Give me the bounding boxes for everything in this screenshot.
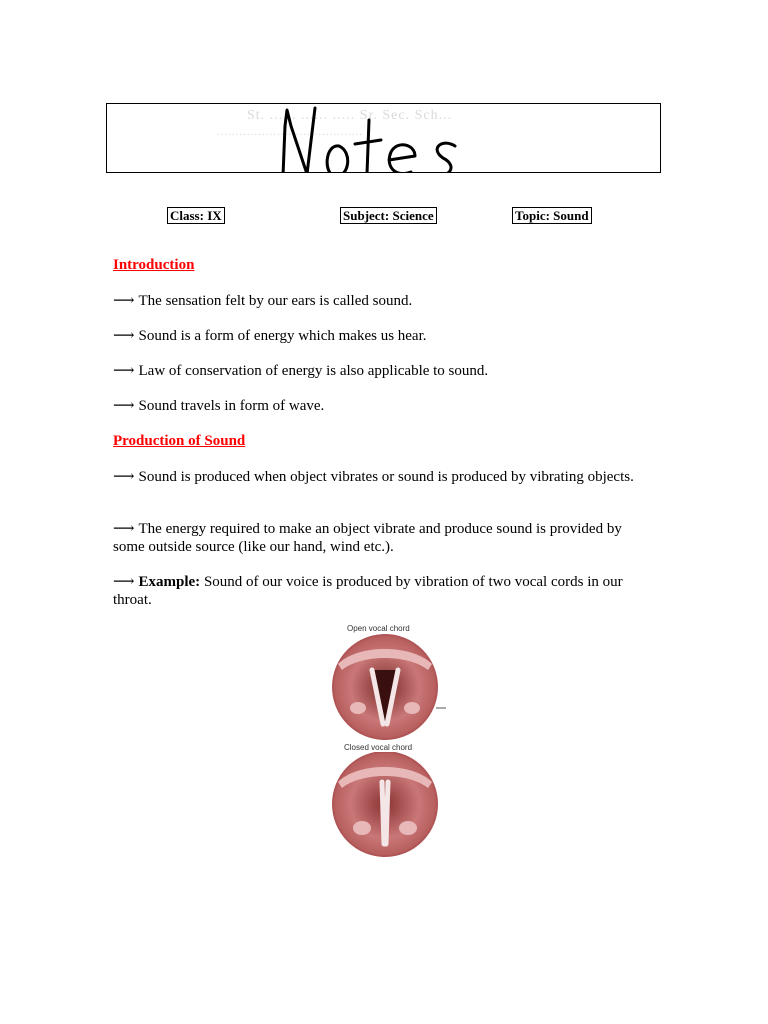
arrow-icon: ⟶ xyxy=(113,328,135,344)
production-example xyxy=(113,573,643,609)
example-text: Sound of our voice is produced by vibration of two vocal cords in our throat. xyxy=(113,574,623,608)
production-point-1: ⟶ Sound is produced when object vibrates or sound is produced by vibrating objects. xyxy=(113,469,634,485)
subject-label: Subject: Science xyxy=(340,207,437,224)
arrow-icon: ⟶ xyxy=(113,398,135,414)
introduction-heading: Introduction xyxy=(113,257,195,273)
open-vocal-chord-image xyxy=(328,634,448,740)
arrow-icon: ⟶ xyxy=(113,293,135,309)
faded-school-address: ....................................... xyxy=(217,126,364,138)
arrow-icon: ⟶ xyxy=(113,574,135,590)
header-box xyxy=(106,103,661,173)
notes-handwritten-logo xyxy=(277,103,477,173)
intro-point-2: ⟶ Sound is a form of energy which makes us hear. xyxy=(113,328,427,344)
example-label: Example: xyxy=(138,574,201,590)
intro-point-1: ⟶ The sensation felt by our ears is called sound. xyxy=(113,293,413,309)
class-label: Class: IX xyxy=(167,207,225,224)
faded-school-name: St. ...... ...... ..... Sr. Sec. Sch... xyxy=(247,108,453,123)
arrow-icon: ⟶ xyxy=(113,363,135,379)
arrow-icon: ⟶ xyxy=(113,469,135,485)
intro-point-3: ⟶ Law of conservation of energy is also applicable to sound. xyxy=(113,363,489,379)
intro-point-4: ⟶ Sound travels in form of wave. xyxy=(113,398,325,414)
production-heading: Production of Sound xyxy=(113,433,246,449)
open-vocal-chord-label: Open vocal chord xyxy=(347,624,410,633)
topic-label: Topic: Sound xyxy=(512,207,592,224)
production-point-2: ⟶ The energy required to make an object vibrate and produce sound is provided by some outside source (like our hand, wind etc.). xyxy=(113,521,622,555)
arrow-icon: ⟶ xyxy=(113,521,135,537)
closed-vocal-chord-label: Closed vocal chord xyxy=(344,743,413,752)
closed-vocal-chord-image xyxy=(328,752,448,858)
